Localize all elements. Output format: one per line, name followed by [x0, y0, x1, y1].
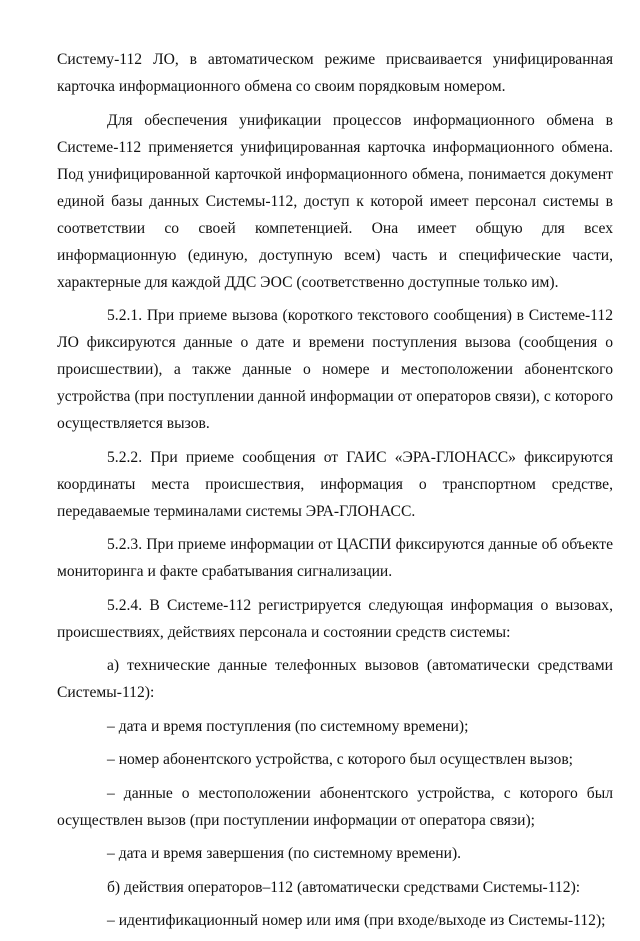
paragraph-intro-continuation: Систему-112 ЛО, в автоматическом режиме присваивается унифицированная карточка информационного обмена со своим порядковым номером.	[57, 51, 613, 95]
list-subitem-subscriber-number: – номер абонентского устройства, с которого был осуществлен вызов;	[107, 751, 574, 768]
paragraph-5-2-4: 5.2.4. В Системе-112 регистрируется следующая информация о вызовах, происшествиях, действиях персонала и состоянии средств системы:	[57, 596, 613, 641]
list-subitem-operator-id: – идентификационный номер или имя (при входе/выходе из Системы-112);	[107, 912, 606, 929]
list-item-a: а) технические данные телефонных вызовов (автоматически средствами Системы-112):	[57, 657, 613, 701]
list-subitem-location: – данные о местоположении абонентского устройства, с которого был осуществлен вызов (при поступлении информации от оператора связи);	[57, 784, 613, 829]
document-page	[57, 46, 613, 941]
paragraph-5-2-2: 5.2.2. При приеме сообщения от ГАИС «ЭРА-ГЛОНАСС» фиксируются координаты места происшествия, информация о транспортном средстве, передаваемые терминалами системы ЭРА-ГЛОНАСС.	[57, 448, 613, 520]
list-item-b: б) действия операторов–112 (автоматически средствами Системы-112):	[107, 878, 581, 896]
paragraph-5-2-3: 5.2.3. При приеме информации от ЦАСПИ фиксируются данные об объекте мониторинга и факте срабатывания сигнализации.	[57, 536, 613, 580]
list-subitem-start-time: – дата и время поступления (по системному времени);	[107, 717, 469, 735]
paragraph-unification: Для обеспечения унификации процессов информационного обмена в Системе-112 применяется унифицированная карточка информационного обмена. Под унифицированной карточкой информационного обмена, понимается документ единой базы данных Системы-112, доступ к которой имеет персонал системы в соответствии со своей компетенцией. Она имеет общую для всех информационную (единую, доступную всем) часть и специфические части, характерные для каждой ДДС ЭОС (соответственно доступные только им).	[57, 111, 613, 291]
list-subitem-end-time: – дата и время завершения (по системному времени).	[107, 845, 462, 862]
paragraph-5-2-1: 5.2.1. При приеме вызова (короткого текстового сообщения) в Системе-112 ЛО фиксируются данные о дате и времени поступления вызова (сообщения о происшествии), а также данные о номере и местоположении абонентского устройства (при поступлении данной информации от операторов связи), с которого осуществляется вызов.	[57, 307, 613, 432]
